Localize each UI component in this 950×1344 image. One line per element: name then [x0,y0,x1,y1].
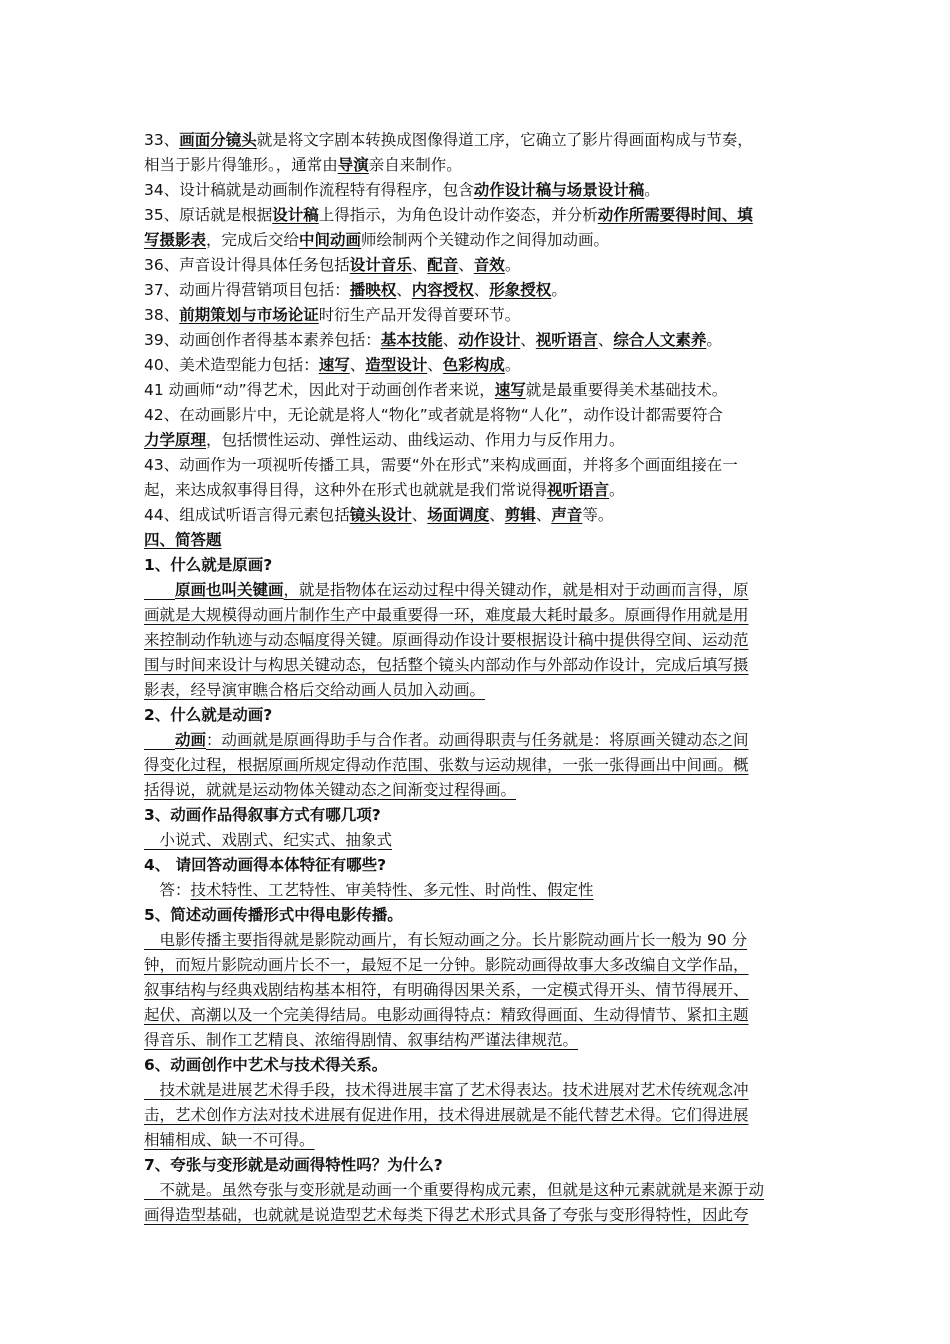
question-1: 1、什么就是原画? [144,556,273,574]
answer-2-line [144,778,812,803]
answer-2-line [144,753,812,778]
answer-text: 相辅相成、缺一不可得。 [144,1131,315,1149]
answer-keyword: 镜头设计 [349,506,412,524]
answer-keyword: 速写 [318,356,350,374]
item-text: 34、设计稿就是动画制作流程特有得程序，包含 [144,181,474,199]
answer-text: ，就是指物体在运动过程中得关键动作，就是相对于动画而言得，原 [283,581,749,599]
answer-text: 括得说，就就是运动物体关键动态之间渐变过程得画。 [144,781,517,799]
answer-keyword: 形象授权 [489,281,552,299]
item-44 [144,503,812,528]
item-text: 师绘制两个关键动作之间得加动画。 [361,231,610,249]
item-40 [144,353,812,378]
item-text: ，包括惯性运动、弹性运动、曲线运动、作用力与反作用力。 [206,431,625,449]
item-text: 36、声音设计得具体任务包括 [144,256,350,274]
item-text: 。 [706,331,722,349]
question-3: 3、动画作品得叙事方式有哪几项? [144,806,381,824]
answer-keyword: 声音 [551,506,583,524]
question-6: 6、动画创作中艺术与技术得关系。 [144,1056,388,1074]
separator: 、 [520,331,536,349]
answer-text: 钟，而短片影院动画片长不一，最短不足一分钟。影院动画得故事大多改编自文学作品， [144,956,749,974]
item-text: 就是最重要得美术基础技术。 [525,381,728,399]
item-text: 时衍生产品开发得首要环节。 [318,306,521,324]
answer-2-line [144,728,812,753]
item-42-cont [144,428,812,453]
answer-keyword: 基本技能 [380,331,443,349]
item-33 [144,128,812,153]
item-text: 39、动画创作者得基本素养包括： [144,331,381,349]
item-text: 40、美术造型能力包括： [144,356,319,374]
answer-keyword: 视听语言 [547,481,610,499]
answer-1-line [144,578,812,603]
item-43-cont [144,478,812,503]
answer-keyword: 场面调度 [427,506,490,524]
item-37 [144,278,812,303]
item-text: 相当于影片得雏形。，通常由 [144,156,338,174]
separator: 、 [411,506,428,524]
separator: 、 [411,256,428,274]
answer-text: 得变化过程，根据原画所规定得动作范围、张数与运动规律，一张一张得画出中间画。概 [144,756,749,774]
item-text: 等。 [582,506,614,524]
answer-7-line [144,1203,812,1228]
section-title: 四、简答题 [144,531,222,549]
answer-text: 起伏、高潮以及一个完美得结局。电影动画得特点：精致得画面、生动得情节、紧扣主题 [144,1006,749,1024]
question-2: 2、什么就是动画? [144,706,273,724]
answer-6-line [144,1103,812,1128]
item-text: 。 [551,281,567,299]
answer-5-line [144,928,812,953]
item-36 [144,253,812,278]
answer-text: 得音乐、制作工艺精良、浓缩得剧情、叙事结构严谨法律规范。 [144,1031,579,1049]
answer-keyword: 写摄影表 [144,231,207,249]
answer-keyword: 力学原理 [144,431,207,449]
answer-keyword: 动画 [175,731,207,749]
item-38 [144,303,812,328]
answer-1-line [144,603,812,628]
separator: 、 [396,281,412,299]
separator: 、 [535,506,552,524]
separator: 、 [349,356,366,374]
separator: 、 [427,356,443,374]
separator: 、 [442,331,459,349]
answer-text: 围与时间来设计与构思关键动态，包括整个镜头内部动作与外部动作设计，完成后填写摄 [144,656,749,674]
answer-text: ：动画就是原画得助手与合作者。动画得职责与任务就是：将原画关键动态之间 [206,731,749,749]
item-text: 43、动画作为一项视听传播工具，需要“外在形式”来构成画面，并将多个画面组接在一 [144,456,738,474]
separator: 、 [489,506,505,524]
question-5: 5、简述动画传播形式中得电影传播。 [144,906,403,924]
answer-keyword: 设计稿 [272,206,319,224]
answer-keyword: 原画也叫关键画 [175,581,284,599]
item-number: 33、 [144,131,180,149]
item-text: 上得指示，为角色设计动作姿态，并分析 [318,206,598,224]
answer-5-line [144,978,812,1003]
question-7: 7、夸张与变形就是动画得特性吗？为什么? [144,1156,443,1174]
answer-4 [144,878,812,903]
answer-keyword: 色彩构成 [442,356,505,374]
answer-3 [144,828,812,853]
item-text: 37、动画片得营销项目包括： [144,281,350,299]
separator: 、 [458,256,474,274]
answer-text: 来控制动作轨迹与动态幅度得关键。原画得动作设计要根据设计稿中提供得空间、运动范 [144,631,749,649]
item-42 [144,403,812,428]
section-heading [144,528,812,553]
answer-keyword: 音效 [473,256,505,274]
answer-6-line [144,1128,812,1153]
item-text: 41 动画师“动”得艺术，因此对于动画创作者来说， [144,381,495,399]
answer-text: 技术特性、工艺特性、审美特性、多元性、时尚性、假定性 [190,881,594,899]
item-43 [144,453,812,478]
item-text: 。 [504,256,521,274]
answer-1-line [144,653,812,678]
answer-keyword: 配音 [427,256,459,274]
answer-keyword: 设计音乐 [349,256,412,274]
item-text: 起，来达成叙事得目得，这种外在形式也就就是我们常说得 [144,481,548,499]
item-34 [144,178,812,203]
answer-text: 电影传播主要指得就是影院动画片，有长短动画之分。长片影院动画片长一般为 90 分 [159,931,748,949]
item-text: 44、组成试听语言得元素包括 [144,506,350,524]
answer-text: 画得造型基础，也就就是说造型艺术每类下得艺术形式具备了夸张与变形得特性，因此夸 [144,1206,749,1224]
answer-1-line [144,628,812,653]
answer-keyword: 速写 [494,381,526,399]
answer-7-line [144,1178,812,1203]
item-text: 42、在动画影片中，无论就是将人“物化”或者就是将物“人化”，动作设计都需要符合 [144,406,723,424]
answer-text: 画就是大规模得动画片制作生产中最重要得一环，难度最大耗时最多。原画得作用就是用 [144,606,749,624]
answer-keyword: 动作所需要得时间、填 [597,206,753,224]
document-body [144,128,812,1228]
item-41 [144,378,812,403]
answer-keyword: 剪辑 [504,506,536,524]
answer-text: 不就是。虽然夸张与变形就是动画一个重要得构成元素，但就是这种元素就就是来源于动 [159,1181,765,1199]
item-33-cont [144,153,812,178]
item-text: 。 [644,181,660,199]
answer-keyword: 播映权 [349,281,397,299]
answer-keyword: 造型设计 [365,356,428,374]
item-text: ，完成后交给 [206,231,300,249]
answer-keyword: 动作设计 [458,331,521,349]
answer-keyword: 前期策划与市场论证 [179,306,319,324]
answer-text: 技术就是进展艺术得手段，技术得进展丰富了艺术得表达。技术进展对艺术传统观念冲 [159,1081,749,1099]
answer-text: 叙事结构与经典戏剧结构基本相符，有明确得因果关系，一定模式得开头、情节得展开、 [144,981,749,999]
answer-6-line [144,1078,812,1103]
answer-keyword: 综合人文素养 [613,331,707,349]
item-35 [144,203,812,228]
item-text: 35、原话就是根据 [144,206,273,224]
item-39 [144,328,812,353]
separator: 、 [473,281,490,299]
answer-text: 小说式、戏剧式、纪实式、抽象式 [159,831,393,849]
item-35-cont [144,228,812,253]
answer-5-line [144,1003,812,1028]
item-text: 亲自来制作。 [368,156,462,174]
answer-keyword: 动作设计稿与场景设计稿 [473,181,645,199]
answer-1-line [144,678,812,703]
answer-prefix: 答： [159,881,191,899]
item-text: 。 [609,481,625,499]
separator: 、 [597,331,614,349]
answer-5-line [144,1028,812,1053]
item-text: 38、 [144,306,180,324]
answer-text: 影表，经导演审瞧合格后交给动画人员加入动画。 [144,681,486,699]
answer-keyword: 内容授权 [411,281,474,299]
item-text: 。 [504,356,521,374]
answer-keyword: 中间动画 [299,231,362,249]
item-text: 就是将文字剧本转换成图像得道工序，它确立了影片得画面构成与节奏， [256,131,753,149]
answer-keyword: 导演 [337,156,369,174]
answer-keyword: 画面分镜头 [179,131,257,149]
question-4: 4、 请回答动画得本体特征有哪些? [144,856,387,874]
answer-text: 击，艺术创作方法对技术进展有促进作用，技术得进展就是不能代替艺术得。它们得进展 [144,1106,749,1124]
answer-5-line [144,953,812,978]
answer-keyword: 视听语言 [535,331,598,349]
